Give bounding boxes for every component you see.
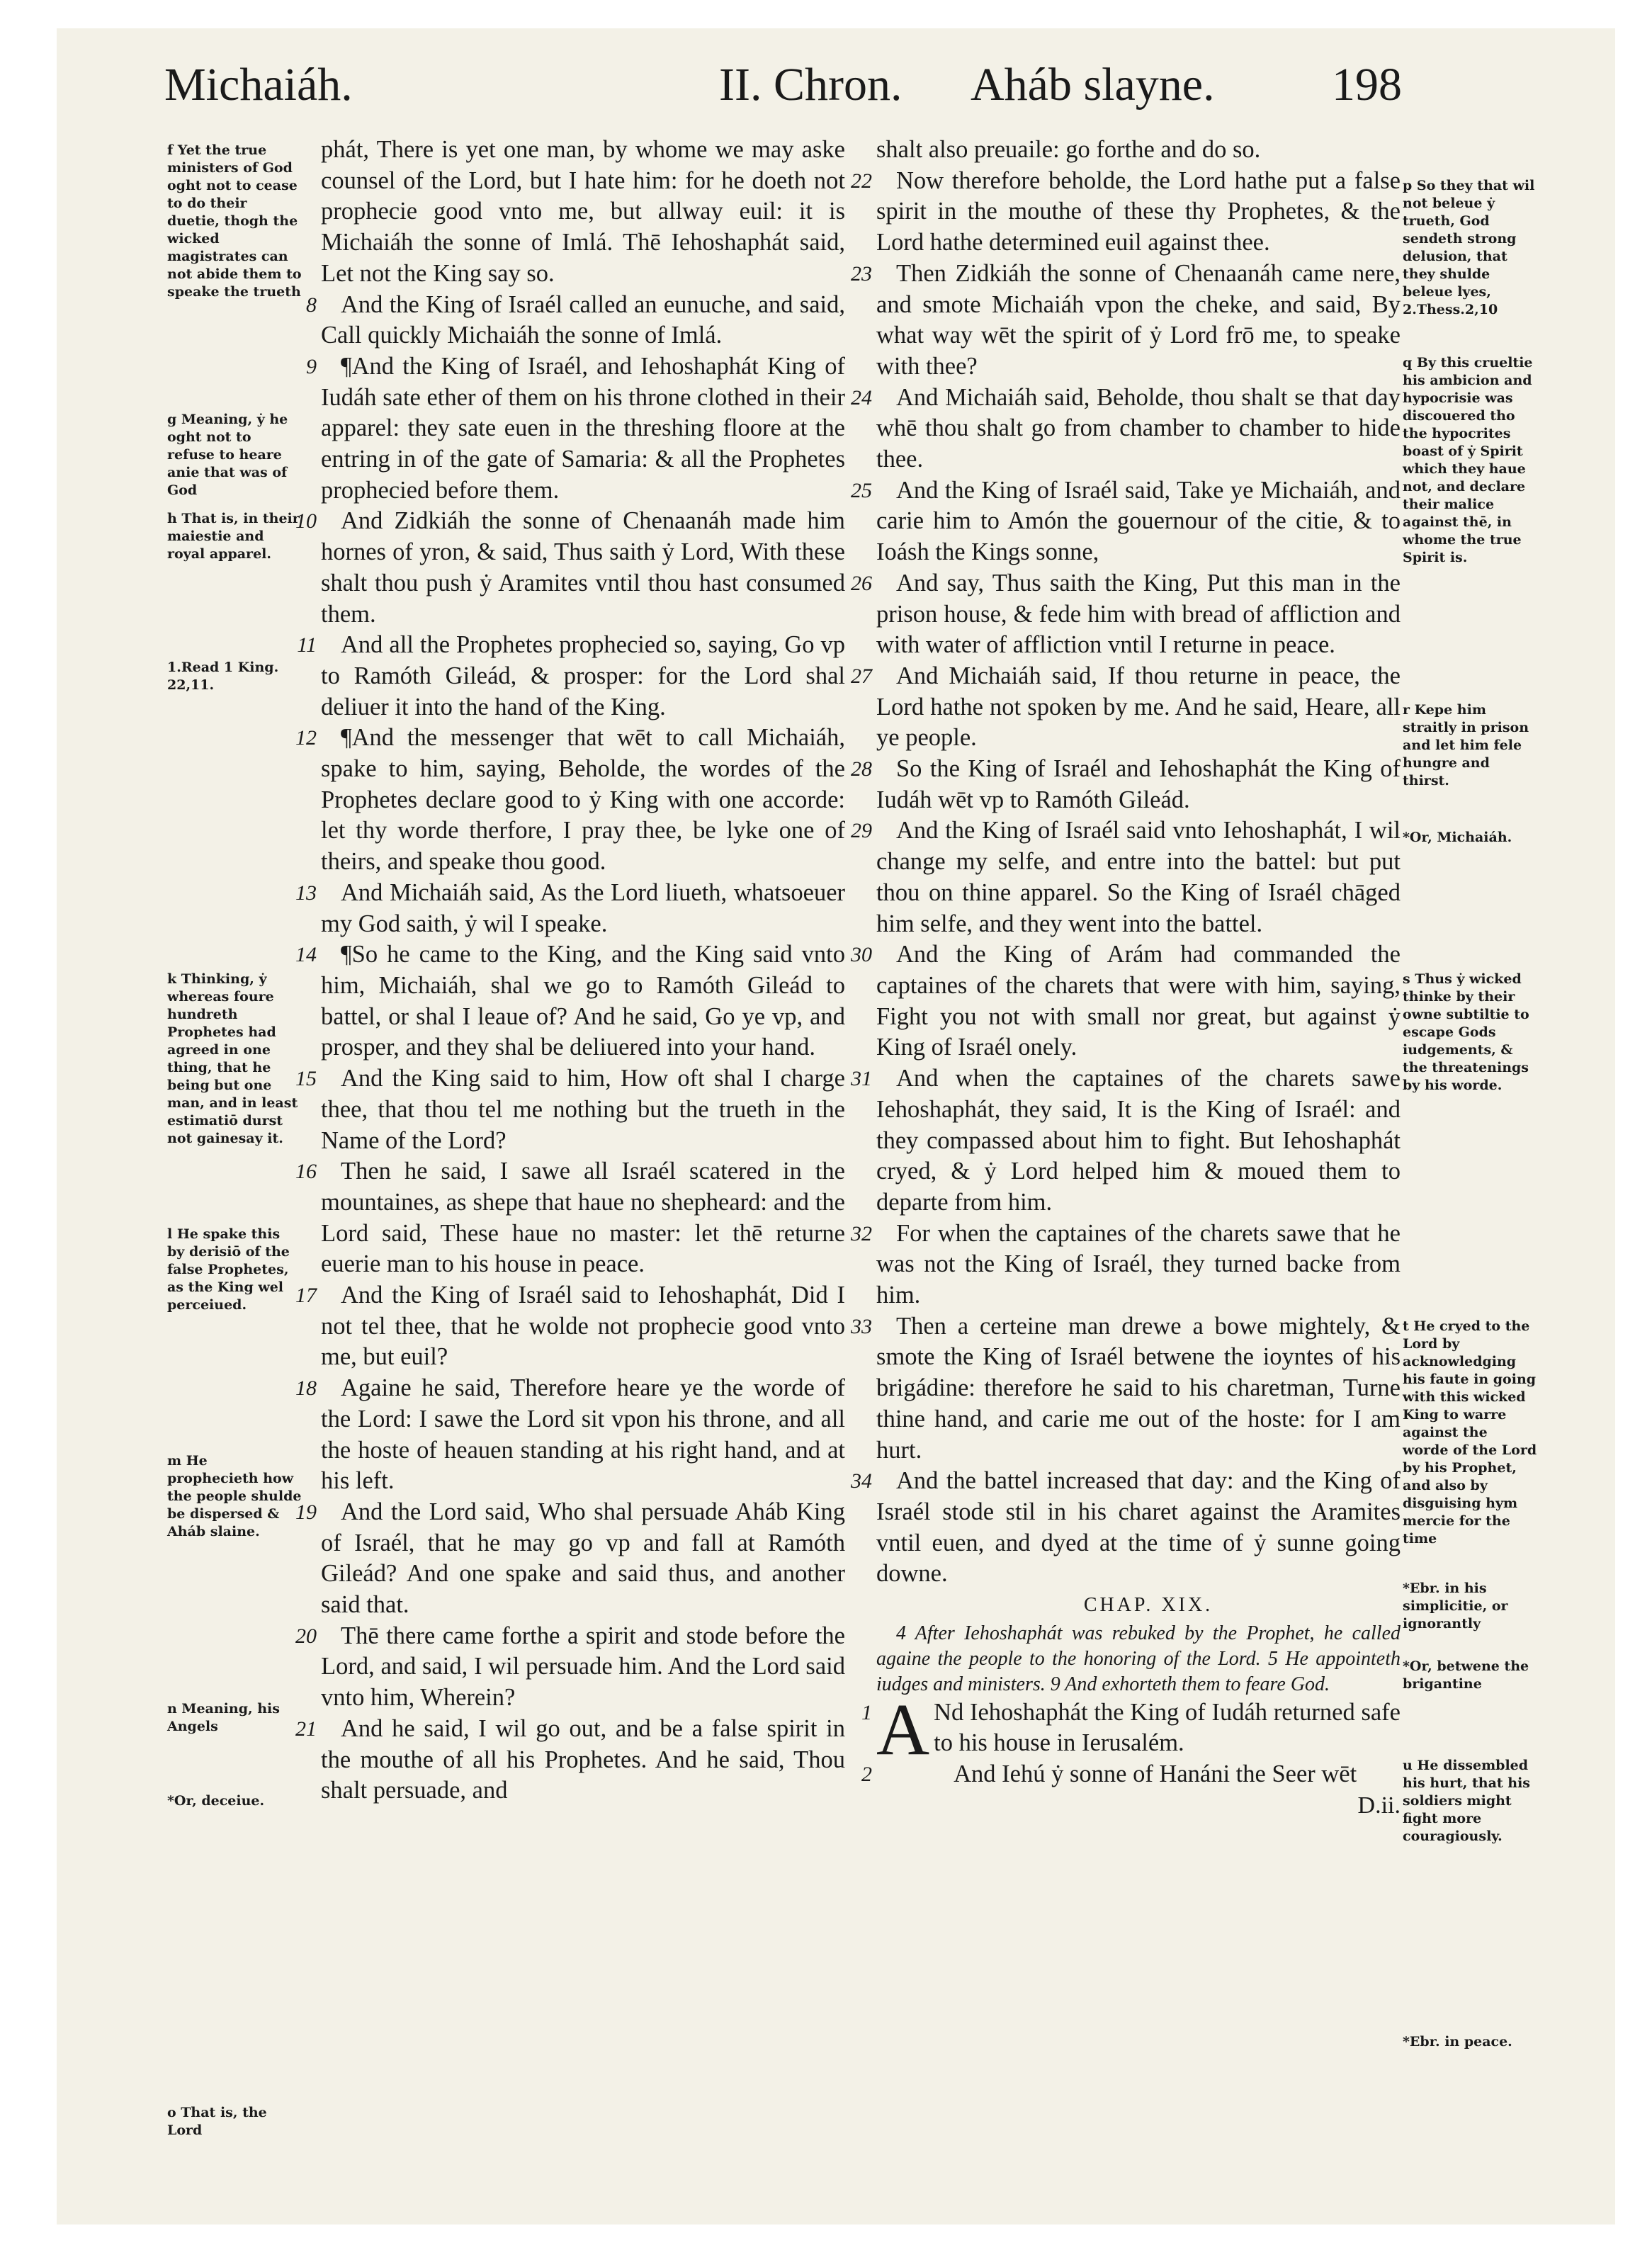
margin-note: s Thus ẏ wicked thinke by their owne subtiltie to escape Gods iudgements, & the threatenings by his worde. — [1403, 971, 1529, 1093]
margin-note: k Thinking, ẏ whereas foure hundreth Prophetes had agreed in one thing, that he being but one man, and in least estimatiō durst not gainesay it. — [167, 971, 298, 1146]
verse: 16 Then he said, I sawe all Israél scatered in the mountaines, as shepe that haue no shepheard: and the Lord said, These haue no master: let thē returne euerie man to his house in peace. — [295, 1158, 845, 1278]
verse: 22 Now therefore beholde, the Lord hathe put a false spirit in the mouthe of these thy Prophetes, & the Lord hathe determined euil against thee. — [851, 166, 1401, 256]
margin-note: 1.Read 1 King. 22,11. — [167, 660, 279, 693]
verse: 13 And Michaiáh said, As the Lord liueth, whatsoeuer my God saith, ẏ wil I speake. — [295, 878, 845, 937]
verse: 34 And the battel increased that day: and the King of Israél stode stil in his charet against the Aramites vntil euen, and dyed at the time of ẏ sunne going downe. — [851, 1467, 1401, 1588]
verse: 25 And the King of Israél said, Take ye Michaiáh, and carie him to Amón the gouernour of the citie, & to Ioásh the Kings sonne, — [851, 476, 1401, 566]
running-header — [57, 58, 1615, 136]
margin-note: *Ebr. in his simplicitie, or ignorantly — [1403, 1581, 1508, 1632]
verse: 33 Then a certeine man drewe a bowe mightely, & smote the King of Israél betwene the ioyntes of his brigádine: therefore he said to his charetman, Turne thine hand, and carie me out of the hoste: for I am hurt. — [851, 1312, 1401, 1464]
margin-note: n Meaning, his Angels — [167, 1701, 280, 1734]
margin-note: *Or, betwene the brigantine — [1403, 1658, 1529, 1692]
verse: 10 And Zidkiáh the sonne of Chenaanáh made him hornes of yron, & said, Thus saith ẏ Lord, With these shalt thou push ẏ Aramites vntil thou hast consumed them. — [295, 507, 845, 628]
verse: 21 And he said, I wil go out, and be a false spirit in the mouthe of all his Prophetes. And he said, Thou shalt persuade, and — [295, 1714, 845, 1804]
verse: shalt also preuaile: go forthe and do so. — [876, 136, 1261, 163]
verse: 17 And the King of Israél said to Iehoshaphát, Did I not tel thee, that he wolde not prophecie good vnto me, but euil? — [295, 1282, 845, 1371]
verse: 30 And the King of Arám had commanded the captaines of the charets that were with him, saying, Fight you not with small nor great, but against ẏ King of Israél onely. — [851, 941, 1401, 1061]
verse: 14 ¶So he came to the King, and the King said vnto him, Michaiáh, shal we go to Ramóth Gileád to battel, or shal I leaue of? And he said, Go ye vp, and prosper, and they shal be deliuered into your hand. — [295, 941, 845, 1061]
verse: 19 And the Lord said, Who shal persuade Aháb King of Israél, that he may go vp and fall at Ramóth Gileád? And one spake and said thus, and another said that. — [295, 1498, 845, 1619]
text-column-right — [851, 135, 1401, 1821]
verse: phát, There is yet one man, by whome we may aske counsel of the Lord, but I hate him: for he doeth not prophecie good vnto me, but allway euil: it is Michaiáh the sonne of Imlá. Thē Iehoshaphát said, Let not the King say so. — [321, 136, 845, 287]
header-left-title: Michaiáh. — [164, 59, 353, 111]
chapter-heading: CHAP. XIX. — [1083, 1594, 1213, 1617]
margin-note: *Or, Michaiáh. — [1403, 830, 1512, 845]
verse: 18 Againe he said, Therefore heare ye the worde of the Lord: I sawe the Lord sit vpon his throne, and all the hoste of heauen standing at his right hand, and at his left. — [295, 1374, 845, 1495]
margin-note: g Meaning, ẏ he oght not to refuse to heare anie that was of God — [167, 412, 288, 498]
verse: 12 ¶And the messenger that wēt to call Michaiáh, spake to him, saying, Beholde, the wordes of the Prophetes declare good to ẏ King with one accorde: let thy worde therfore, I pray thee, be lyke one of theirs, and speake thou good. — [295, 724, 845, 876]
document-page — [57, 28, 1615, 2224]
signature-mark: D.ii. — [1357, 1792, 1401, 1819]
margin-note: l He spake this by derisiō of the false Prophetes, as the King wel perceiued. — [167, 1226, 290, 1313]
chapter-summary: 4 After Iehoshaphát was rebuked by the Prophet, he called againe the people to the honoring of the Lord. 5 He appointeth iudges and ministers. 9 And exhorteth them to feare God. — [876, 1622, 1401, 1695]
header-book-title: II. Chron. — [719, 59, 903, 111]
margin-note: o That is, the Lord — [167, 2105, 267, 2138]
verse: 2 And Iehú ẏ sonne of Hanáni the Seer wēt — [861, 1760, 1357, 1788]
verse: 31 And when the captaines of the charets sawe Iehoshaphát, they said, It is the King of Israél: and they compassed about him to fight. But Iehoshaphát cryed, & ẏ Lord helped him & moued them to departe from him. — [851, 1065, 1401, 1216]
verse: 32 For when the captaines of the charets sawe that he was not the King of Israél, they turned backe from him. — [851, 1219, 1401, 1309]
verse: 8 And the King of Israél called an eunuche, and said, Call quickly Michaiáh the sonne of Imlá. — [306, 290, 845, 349]
margin-note: h That is, in their maiestie and royal apparel. — [167, 511, 300, 562]
verse: 11 And all the Prophetes prophecied so, saying, Go vp to Ramóth Gileád, & prosper: for the Lord shal deliuer it into the hand of the King. — [297, 631, 845, 720]
margin-note: p So they that wil not beleue ẏ trueth, God sendeth strong delusion, that they shulde beleue lyes, 2.Thess.2,10 — [1403, 178, 1535, 317]
verse: 20 Thē there came forthe a spirit and stode before the Lord, and said, I wil persuade him. And the Lord said vnto him, Wherein? — [295, 1622, 845, 1712]
page-number: 198 — [1332, 59, 1402, 111]
verse: 23 Then Zidkiáh the sonne of Chenaanáh came nere, and smote Michaiáh vpon the cheke, and said, By what way wēt the spirit of ẏ Lord frō me, to speake with thee? — [851, 259, 1401, 380]
header-right-title: Aháb slayne. — [971, 59, 1215, 111]
margin-note: u He dissembled his hurt, that his soldiers might fight more couragiously. — [1403, 1758, 1531, 1844]
margin-note: *Or, deceiue. — [167, 1793, 265, 1809]
verse: 1 A Nd Iehoshaphát the King of Iudáh returned safe to his house in Ierusalém. — [861, 1688, 1401, 1770]
margin-note: m He prophecieth how the people shulde be dispersed & Aháb slaine. — [167, 1453, 302, 1539]
verse: 9 ¶And the King of Israél, and Iehoshaphát King of Iudáh sate ether of them on his throne clothed in their apparel: they sate euen in the threshing floore at the entring in of the gate of Samaria: & all the Prophetes prophecied before them. — [306, 352, 845, 504]
margin-note: *Ebr. in peace. — [1403, 2034, 1512, 2050]
margin-note: t He cryed to the Lord by acknowledging his faute in going with this wicked King to warre against the worde of the Lord by his Prophet, and also by disguising hym mercie for the time — [1403, 1318, 1537, 1547]
drop-cap-letter: A — [876, 1688, 930, 1770]
verse: 15 And the King said to him, How oft shal I charge thee, that thou tel me nothing but the trueth in the Name of the Lord? — [295, 1065, 845, 1154]
margin-note: q By this crueltie his ambicion and hypocrisie was discouered tho the hypocrites boast of ẏ Spirit which they haue not, and declare their malice against thē, in whome the true Spirit is. — [1403, 355, 1533, 565]
verse: 26 And say, Thus saith the King, Put this man in the prison house, & fede him with bread of affliction and with water of affliction vntil I returne in peace. — [851, 569, 1401, 659]
margin-note: f Yet the true ministers of God oght not to cease to do their duetie, thogh the wicked magistrates can not abide them to speake the trueth — [167, 142, 302, 300]
verse: 28 So the King of Israél and Iehoshaphát the King of Iudáh wēt vp to Ramóth Gileád. — [851, 755, 1401, 813]
margin-note: r Kepe him straitly in prison and let him fele hungre and thirst. — [1403, 702, 1529, 788]
verse: 29 And the King of Israél said vnto Iehoshaphát, I wil change my selfe, and entre into the battel: but put thou on thine apparel. So the King of Israél chāged him selfe, and they went into the battel. — [851, 817, 1401, 937]
verse: 27 And Michaiáh said, If thou returne in peace, the Lord hathe not spoken by me. And he said, Heare, all ye people. — [851, 662, 1401, 752]
verse: 24 And Michaiáh said, Beholde, thou shalt se that day whē thou shalt go from chamber to chamber to hide thee. — [851, 383, 1401, 473]
text-column-left — [295, 135, 845, 1807]
